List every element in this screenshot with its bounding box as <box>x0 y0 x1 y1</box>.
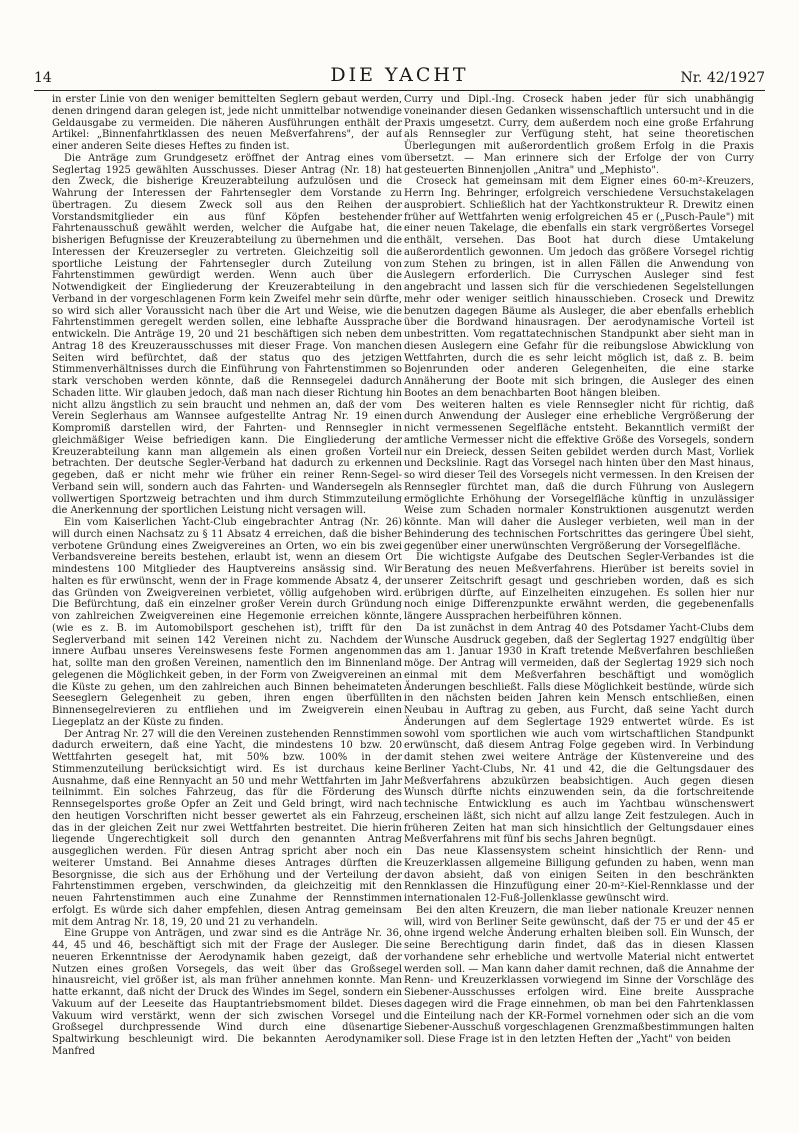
paragraph: Die Anträge zum Grundgesetz eröffnet der Antrag eines vom Seglertag 1925 gewählten Ausschusses. Dieser Antrag (Nr. 18) hat den Zweck, die bisherige Kreuzerabteilung aufzulösen und die Wahrung der Interessen der Fahrtensegler dem Vorstande zu übertragen. Zu diesem Zweck soll aus den Reihen der Vorstandsmitglieder ein aus fünf Köpfen bestehender Fahrtenausschuß gewählt werden, welcher die Aufgabe hat, die bisherigen Befugnisse der Kreuzerabteilung zu übernehmen und die Interessen der Kreuzersegler zu vertreten. Gleichzeitig soll die sportliche Leistung der Fahrtensegler durch Zuteilung von Fahrtenstimmen gewürdigt werden. Wenn auch über die Notwendigkeit der Eingliederung der Kreuzerabteilung in den Verband in der vorgeschlagenen Form kein Zweifel mehr sein dürfte, so wird sich aller Voraussicht nach über die Art und Weise, wie die Fahrtenstimmen geregelt werden sollen, eine lebhafte Aussprache entwickeln. Die Anträge 19, 20 und 21 beschäftigen sich neben dem Antrag 18 des Kreuzerausschusses mit dieser Frage. Von manchen Seiten wird befürchtet, daß der status quo des jetzigen Stimmenverhältnisses durch die Einführung von Fahrtenstimmen so stark verschoben werden könnte, daß die Rennsegelei dadurch Schaden litte. Wir glauben jedoch, daß man nach dieser Richtung hin nicht allzu ängstlich zu sein braucht und nehmen an, daß der vom Verein Seglerhaus am Wannsee aufgestellte Antrag Nr. 19 einen Kompromiß darstellen wird, der Fahrten- und Rennsegler in gleichmäßiger Weise befriedigen kann. Die Eingliederung der Kreuzerabteilung kann man allgemein als einen großen Vorteil betrachten. Der deutsche Segler-Verband hat dadurch zu erkennen gegeben, daß er nicht mehr wie früher ein reiner Renn-Segel-Verband sein will, sondern auch das Fahrten- und Wandersegeln als vollwertigen Sportzweig betrachten und ihm durch Stimmzuteilung die Anerkennung der sportlichen Leistung nicht versagen will. <box>52 152 402 517</box>
masthead: DIE YACHT <box>330 64 469 86</box>
page-header <box>34 64 765 88</box>
page-number: 14 <box>34 70 52 86</box>
paragraph: in erster Linie von den weniger bemittelten Seglern gebaut werden, denen dringend daran gelegen ist, jede nicht unmittelbar notwendige Geldausgabe zu vermeiden. Die näheren Ausführungen enthält der Artikel: „Binnenfahrtklassen des neuen Meßverfahrens", der auf einer anderen Seite dieses Heftes zu finden ist. <box>52 94 402 152</box>
issue-number: Nr. 42/1927 <box>680 70 765 86</box>
paragraph: Ein vom Kaiserlichen Yacht-Club eingebrachter Antrag (Nr. 26) will durch einen Nachsatz zu § 11 Absatz 4 erreichen, daß die bisher verbotene Gründung eines Zweigvereines an Orten, wo ein bis zwei Verbandsvereine bereits bestehen, erlaubt ist, wenn an diesem Ort mindestens 100 Mitglieder des Hauptvereins ansässig sind. Wir halten es für erwünscht, wenn der in Frage kommende Absatz 4, der das Gründen von Zweigvereinen verbietet, völlig aufgehoben wird. Die Befürchtung, daß ein einzelner großer Verein durch Gründung von zahlreichen Zweigvereinen eine Hegemonie erreichen könnte, (wie es z. B. im Automobilsport geschehen ist), trifft für den Seglerverband mit seinen 142 Vereinen nicht zu. Nachdem der innere Aufbau unseres Vereinswesens feste Formen angenommen hat, sollte man den großen Vereinen, namentlich den im Binnenland gelegenen die Möglichkeit geben, in der Form von Zweigvereinen an die Küste zu gehen, um den zahlreichen auch Binnen beheimateten Seeseglern Gelegenheit zu geben, ihren engen überfüllten Binnensegelrevieren zu entfliehen und im Zweigverein einen Liegeplatz an der Küste zu finden. <box>52 517 402 728</box>
paragraph: Bei den alten Kreuzern, die man lieber nationale Kreuzer nennen will, wird von Berliner Seite gewünscht, daß der 75 er und der 45 er ohne irgend welche Änderung erhalten bleiben soll. Ein Wunsch, der seine Berechtigung darin findet, daß das in diesen Klassen vorhandene sehr erhebliche und wertvolle Material nicht entwertet werden soll. — Man kann daher damit rechnen, daß die Annahme der Renn- und Kreuzerklassen vorwiegend im Sinne der Vorschläge des Siebener-Ausschusses erfolgen wird. Eine breite Aussprache dagegen wird die Frage einnehmen, ob man bei den Fahrtenklassen die Einteilung nach der KR-Formel vornehmen oder sich an die vom Siebener-Ausschuß vorgeschlagenen Grenzmaßbestimmungen halten soll. Diese Frage ist in den letzten Heften der „Yacht" von beiden <box>404 904 754 1045</box>
paragraph: Curry und Dipl.-Ing. Croseck haben jeder für sich unabhängig voneinander diesen Gedanken wissenschaftlich untersucht und in die Praxis umgesetzt. Curry, dem außerdem noch eine große Erfahrung als Rennsegler zur Verfügung steht, hat seine theoretischen Überlegungen mit außerordentlich großem Erfolg in die Praxis übersetzt. — Man erinnere sich der Erfolge der von Curry gesteuerten Binnenjollen „Anitra" und „Mephisto". <box>404 94 754 176</box>
paragraph: Croseck hat gemeinsam mit dem Eigner eines 60-m²-Kreuzers, Herrn Ing. Behringer, erfolgreich verschiedene Versuchstakelagen ausprobiert. Schließlich hat der Yachtkonstrukteur R. Drewitz einen früher auf Wettfahrten wenig erfolgreichen 45 er („Pusch-Paule") mit einer neuen Takelage, die ebenfalls ein stark vergrößertes Vorsegel enthält, versehen. Das Boot hat durch diese Umtakelung außerordentlich gewonnen. Um jedoch das größere Vorsegel richtig zum Stehen zu bringen, ist in allen Fällen die Anwendung von Auslegern erforderlich. Die Curryschen Ausleger sind fest angebracht und lassen sich für die verschiedenen Segelstellungen mehr oder weniger seitlich hinausschieben. Croseck und Drewitz benutzen dagegen Bäume als Ausleger, die aber ebenfalls erheblich über die Bordwand hinausragen. Der aerodynamische Vorteil ist unbestritten. Vom regattatechnischen Standpunkt aber sieht man in diesen Auslegern eine Gefahr für die reibungslose Abwicklung von Wettfahrten, durch die es sehr leicht möglich ist, daß z. B. beim Bojenrunden oder anderen Gelegenheiten, die eine starke Annäherung der Boote mit sich bringen, die Ausleger des einen Bootes an dem benachbarten Boot hängen bleiben. <box>404 176 754 399</box>
paragraph: Da ist zunächst in dem Antrag 40 des Potsdamer Yacht-Clubs dem Wunsche Ausdruck gegeben, daß der Seglertag 1927 endgültig über das am 1. Januar 1930 in Kraft tretende Meßverfahren beschließen möge. Der Antrag will vermeiden, daß der Seglertag 1929 sich noch einmal mit dem Meßverfahren beschäftigt und womöglich Änderungen beschließt. Falls diese Möglichkeit bestünde, würde sich in den nächsten beiden Jahren kein Mensch entschließen, einen Neubau in Auftrag zu geben, aus Furcht, daß seine Yacht durch Änderungen auf dem Seglertage 1929 entwertet würde. Es ist sowohl vom sportlichen wie auch vom wirtschaftlichen Standpunkt erwünscht, daß diesem Antrag Folge gegeben wird. In Verbindung damit stehen zwei weitere Anträge der Küstenvereine und des Berliner Yacht-Clubs, Nr. 41 und 42, die die Geltungsdauer des Meßverfahrens abzukürzen beabsichtigen. Auch gegen diesen Wunsch dürfte nichts einzuwenden sein, da die fortschreitende technische Entwicklung es auch im Yachtbau wünschenswert erscheinen läßt, sich nicht auf allzu lange Zeit festzulegen. Auch in früheren Zeiten hat man sich hinsichtlich der Geltungsdauer eines Meßverfahrens mit fünf bis sechs Jahren begnügt. <box>404 622 754 846</box>
paragraph: Des weiteren halten es viele Rennsegler nicht für richtig, daß durch Anwendung der Ausleger eine erhebliche Vergrößerung der nicht vermessenen Segelfläche entsteht. Bekanntlich vermißt der amtliche Vermesser nicht die effektive Größe des Vorsegels, sondern nur ein Dreieck, dessen Seiten gebildet werden durch Mast, Vorliek und Deckslinie. Ragt das Vorsegel nach hinten über den Mast hinaus, so wird dieser Teil des Vorsegels nicht vermessen. In den Kreisen der Rennsegler fürchtet man, daß die durch Führung von Auslegern ermöglichte Erhöhung der Vorsegelfläche künftig in unzulässiger Weise zum Schaden normaler Konstruktionen ausgenutzt werden könnte. Man will daher die Ausleger verbieten, weil man in der Behinderung des technischen Fortschrittes das geringere Übel sieht, gegenüber einer unerwünschten Vergrößerung der Vorsegelfläche. <box>404 399 754 552</box>
paragraph: Eine Gruppe von Anträgen, und zwar sind es die Anträge Nr. 36, 44, 45 und 46, beschäftigt sich mit der Frage der Ausleger. Die neueren Erkenntnisse der Aerodynamik haben gezeigt, daß der Nutzen eines großen Vorsegels, das weit über das Großsegel hinausreicht, viel größer ist, als man früher annehmen konnte. Man hatte erkannt, daß nicht der Druck des Windes im Segel, sondern ein Vakuum auf der Leeseite das Hauptantriebsmoment bildet. Dieses Vakuum wird verstärkt, wenn der sich zwischen Vorsegel und Großsegel durchpressende Wind durch eine düsenartige Spaltwirkung beschleunigt wird. Die bekannten Aerodynamiker Manfred <box>52 928 402 1057</box>
text-column-left <box>52 94 402 1104</box>
text-column-right <box>404 94 754 1104</box>
header-rule <box>34 90 765 91</box>
paragraph: Die wichtigste Aufgabe des Deutschen Segler-Verbandes ist die Beratung des neuen Meßverfahrens. Hierüber ist bereits soviel in unserer Zeitschrift gesagt und geschrieben worden, daß es sich erübrigen dürfte, auf Einzelheiten einzugehen. Es sollen hier nur noch einige Differenzpunkte erwähnt werden, die gegebenenfalls längere Aussprachen herbeiführen können. <box>404 552 754 622</box>
paragraph: Das neue Klassensystem scheint hinsichtlich der Renn- und Kreuzerklassen allgemeine Billigung gefunden zu haben, wenn man davon absieht, daß von einigen Seiten in den beschränkten Rennklassen die Hinzufügung einer 20-m²-Kiel-Rennklasse und der internationalen 12-Fuß-Jollenklasse gewünscht wird. <box>404 846 754 904</box>
paragraph: Der Antrag Nr. 27 will die den Vereinen zustehenden Rennstimmen dadurch erweitern, daß eine Yacht, die mindestens 10 bzw. 20 Wettfahrten gesegelt hat, mit 50% bzw. 100% in der Stimmenzuteilung berücksichtigt wird. Es ist durchaus keine Ausnahme, daß eine Rennyacht an 50 und mehr Wettfahrten im Jahr teilnimmt. Ein solches Fahrzeug, das für die Förderung des Rennsegelsportes große Opfer an Zeit und Geld bringt, wird nach den heutigen Vorschriften nicht besser gewertet als ein Fahrzeug, das in der gleichen Zeit nur zwei Wettfahrten bestreitet. Die hierin liegende Ungerechtigkeit soll durch den genannten Antrag ausgeglichen werden. Für diesen Antrag spricht aber noch ein weiterer Umstand. Bei Annahme dieses Antrages dürften die Besorgnisse, die sich aus der Erhöhung und der Verteilung der Fahrtenstimmen ergeben, verschwinden, da gleichzeitig mit den neuen Fahrtenstimmen auch eine Zunahme der Rennstimmen erfolgt. Es würde sich daher empfehlen, diesen Antrag gemeinsam mit dem Antrag Nr. 18, 19, 20 und 21 zu verhandeln. <box>52 728 402 928</box>
